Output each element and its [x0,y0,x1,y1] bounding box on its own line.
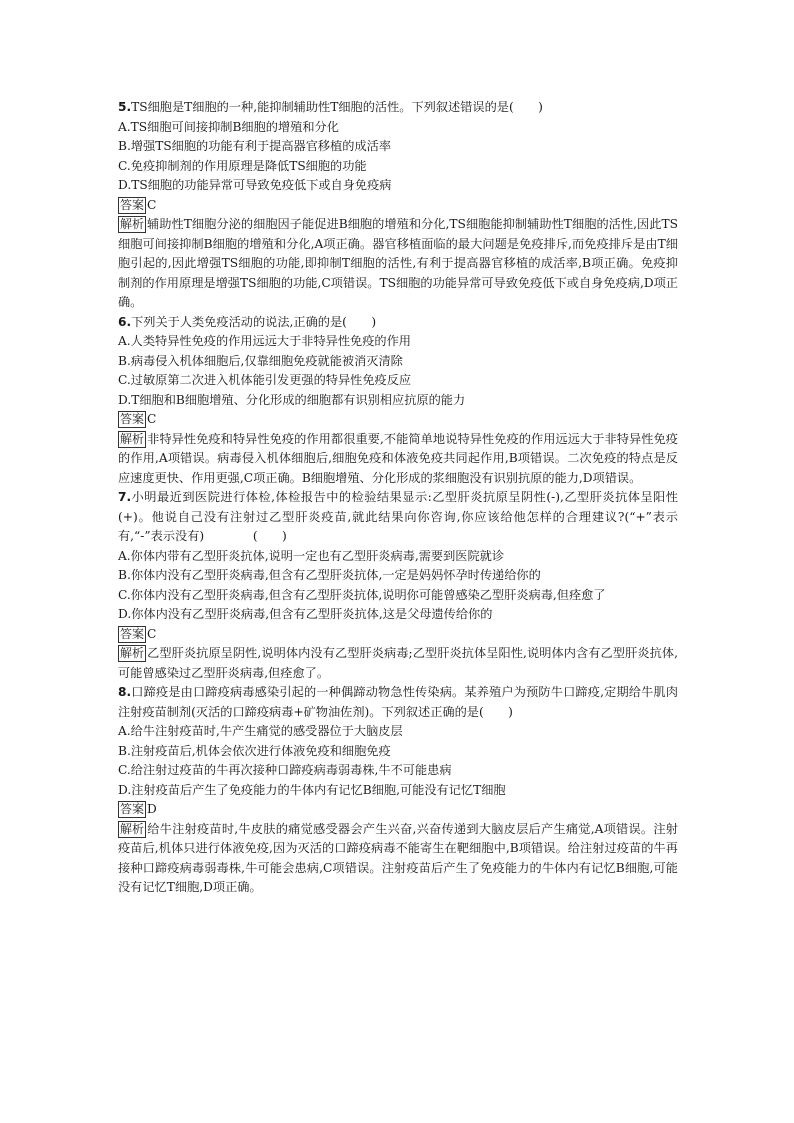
explanation-tag: 解析 [120,821,145,836]
explanation-text: 非特异性免疫和特异性免疫的作用都很重要,不能简单地说特异性免疫的作用远远大于非特异性免疫的作用,A项错误。病毒侵入机体细胞后,细胞免疫和体液免疫共同起作用,B项错误。二次免疫的特点是反应速度更快、作用更强,C项正确。B细胞增殖、分化形成的浆细胞没有识别抗原的能力,D项错误。 [118,431,678,485]
question-7 [118,488,678,683]
option-b: B.病毒侵入机体细胞后,仅靠细胞免疫就能被消灭清除 [118,353,403,368]
answer-line [118,800,678,820]
answer-line [118,625,678,645]
explanation [118,644,678,683]
question-8 [118,683,678,898]
question-number: 7. [118,490,132,504]
option-d: D.你体内没有乙型肝炎病毒,但含有乙型肝炎抗体,这是父母遗传给你的 [118,607,493,621]
explanation-text: 给牛注射疫苗时,牛皮肤的痛觉感受器会产生兴奋,兴奋传递到大脑皮层后产生痛觉,A项错误。注射疫苗后,机体只进行体液免疫,因为灭活的口蹄疫病毒不能寄生在靶细胞中,B项错误。给注射过疫苗的牛再接种口蹄疫病毒弱毒株,牛可能会患病,C项错误。注射疫苗后产生了免疫能力的牛体内有记忆B细胞,可能没有记忆T细胞,D项正确。 [118,821,678,894]
option-b: B.增强TS细胞的功能有利于提高器官移植的成活率 [118,139,392,153]
question-number: 8. [118,685,132,699]
answer-line [118,196,678,216]
answer-value: D [147,802,157,816]
answer-line [118,410,678,430]
option-c: C.你体内没有乙型肝炎病毒,但含有乙型肝炎抗体,说明你可能曾感染乙型肝炎病毒,但痊愈了 [118,587,606,602]
option-c: C.过敏原第二次进入机体能引发更强的特异性免疫反应 [118,373,412,387]
option-b: B.注射疫苗后,机体会依次进行体液免疫和细胞免疫 [118,743,391,758]
question-stem [118,313,678,333]
option-b: B.你体内没有乙型肝炎病毒,但含有乙型肝炎抗体,一定是妈妈怀孕时传递给你的 [118,568,541,582]
explanation-tag: 解析 [120,646,145,660]
explanation [118,215,678,313]
explanation [118,430,678,489]
option-d: D.T细胞和B细胞增殖、分化形成的细胞都有识别相应抗原的能力 [118,392,466,407]
answer-value: C [147,412,157,426]
answer-value: C [147,626,157,641]
option-a: A.给牛注射疫苗时,牛产生痛觉的感受器位于大脑皮层 [118,724,403,738]
explanation-tag: 解析 [120,431,145,446]
question-text: TS细胞是T细胞的一种,能抑制辅助性T细胞的活性。下列叙述错误的是( ) [131,100,543,114]
question-text: 下列关于人类免疫活动的说法,正确的是( ) [131,314,377,329]
question-number: 6. [118,314,132,329]
explanation-tag: 解析 [120,217,145,231]
answer-tag: 答案 [120,802,145,816]
document-page [118,98,678,898]
option-a: A.人类特异性免疫的作用远远大于非特异性免疫的作用 [118,334,411,348]
option-a: A.你体内带有乙型肝炎抗体,说明一定也有乙型肝炎病毒,需要到医院就诊 [118,548,505,563]
question-6 [118,313,678,489]
option-d: D.注射疫苗后产生了免疫能力的牛体内有记忆B细胞,可能没有记忆T细胞 [118,782,506,797]
answer-value: C [147,197,157,212]
question-stem [118,98,678,118]
question-stem [118,488,678,547]
question-stem [118,683,678,722]
explanation-text: 辅助性T细胞分泌的细胞因子能促进B细胞的增殖和分化,TS细胞能抑制辅助性T细胞的活性,因此TS细胞可间接抑制B细胞的增殖和分化,A项正确。器官移植面临的最大问题是免疫排斥,而免疫排斥是由T细胞引起的,因此增强TS细胞的功能,即抑制T细胞的活性,有利于提高器官移植的成活率,B项正确。免疫抑制剂的作用原理是增强TS细胞的功能,C项错误。TS细胞的功能异常可导致免疫低下或自身免疫病,D项正确。 [118,217,678,309]
question-number: 5. [118,100,132,114]
question-5 [118,98,678,313]
answer-tag: 答案 [120,626,145,641]
option-a: A.TS细胞可间接抑制B细胞的增殖和分化 [118,119,339,134]
explanation [118,820,678,898]
option-d: D.TS细胞的功能异常可导致免疫低下或自身免疫病 [118,178,392,192]
answer-tag: 答案 [120,197,145,212]
question-text: 口蹄疫是由口蹄疫病毒感染引起的一种偶蹄动物急性传染病。某养殖户为预防牛口蹄疫,定期给牛肌肉注射疫苗制剂(灭活的口蹄疫病毒+矿物油佐剂)。下列叙述正确的是( ) [118,685,678,719]
explanation-text: 乙型肝炎抗原呈阴性,说明体内没有乙型肝炎病毒;乙型肝炎抗体呈阳性,说明体内含有乙型肝炎抗体,可能曾感染过乙型肝炎病毒,但痊愈了。 [118,646,678,680]
option-c: C.给注射过疫苗的牛再次接种口蹄疫病毒弱毒株,牛不可能患病 [118,763,452,777]
answer-tag: 答案 [120,412,145,426]
question-text: 小明最近到医院进行体检,体检报告中的检验结果显示:乙型肝炎抗原呈阴性(-),乙型肝炎抗体呈阳性(+)。他说自己没有注射过乙型肝炎疫苗,就此结果向你咨询,你应该给他怎样的合理建议?(“+”表示有,“-”表示没有) ( ) [118,490,678,543]
option-c: C.免疫抑制剂的作用原理是降低TS细胞的功能 [118,158,367,173]
